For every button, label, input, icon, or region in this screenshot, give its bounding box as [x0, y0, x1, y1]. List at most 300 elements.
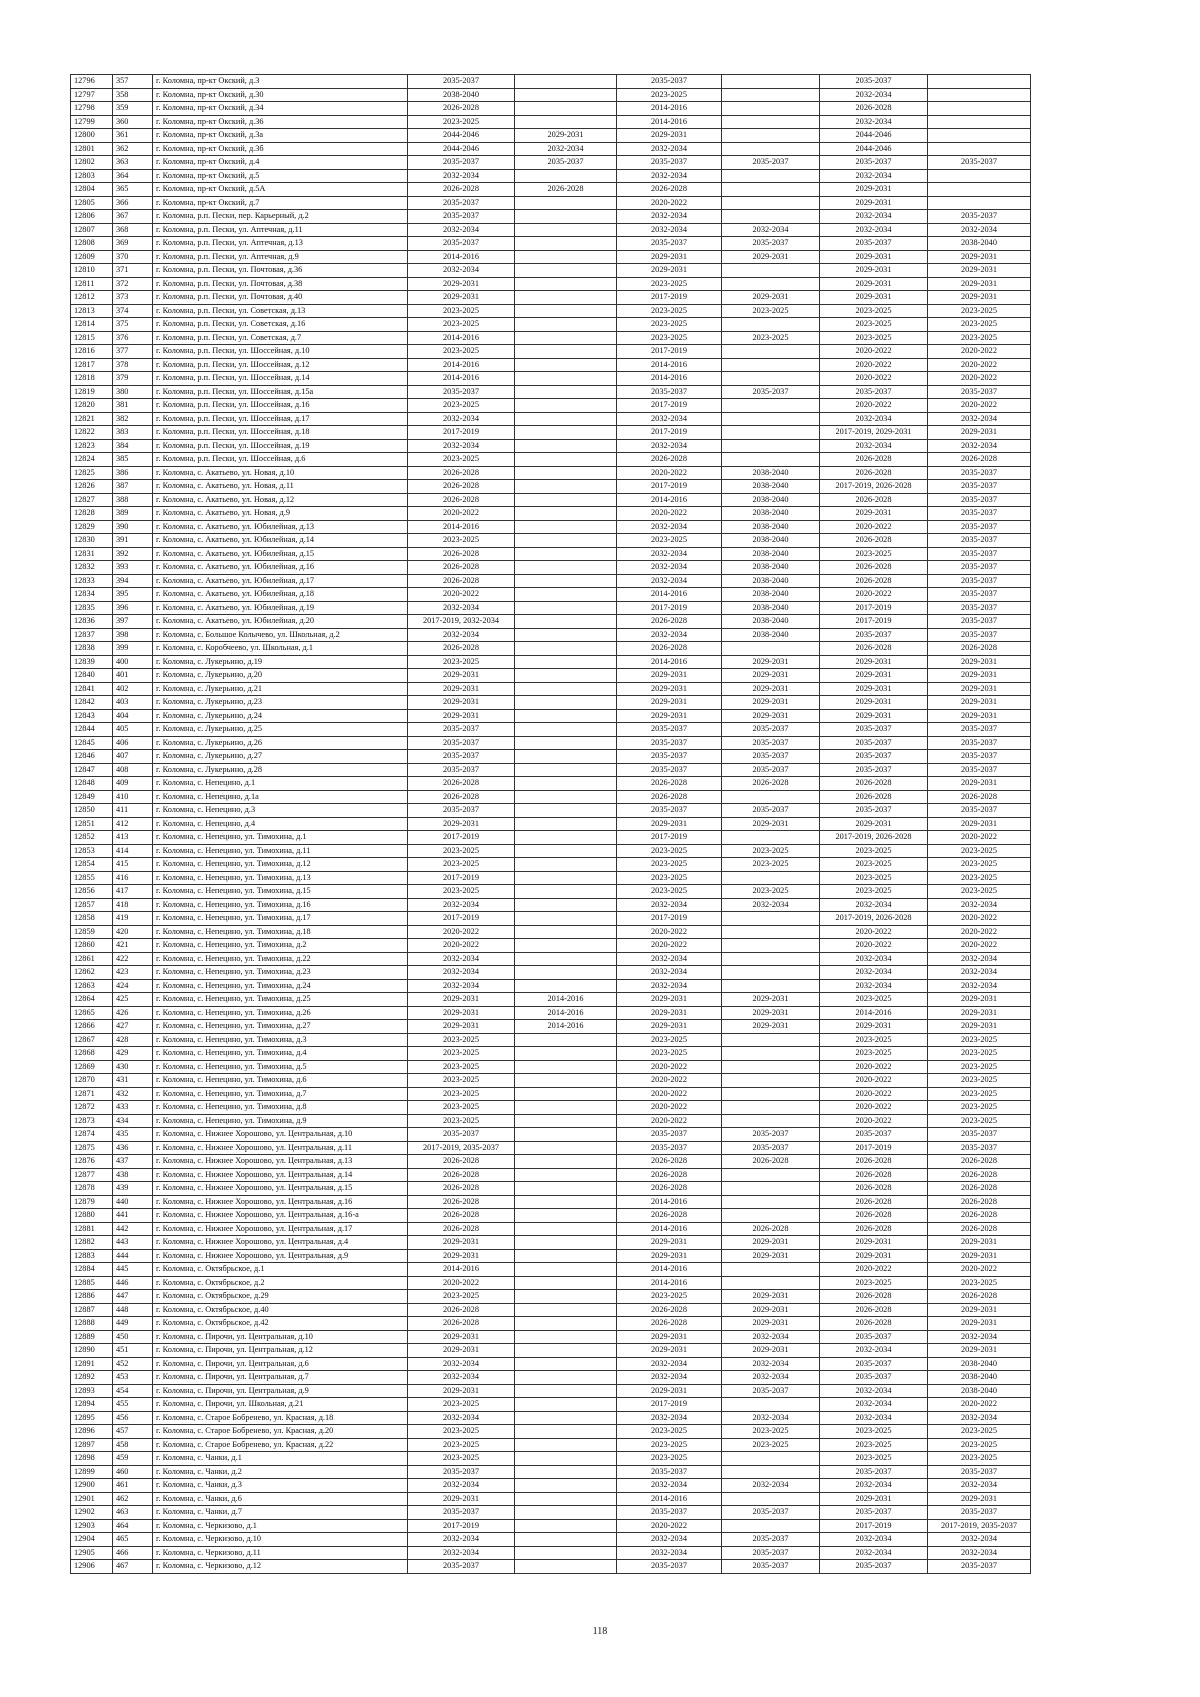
period-cell-3: 2035-2037	[617, 723, 722, 737]
period-cell-6: 2029-2031	[928, 1317, 1031, 1331]
item-number-cell: 411	[113, 804, 153, 818]
item-number-cell: 357	[113, 75, 153, 89]
period-cell-6: 2029-2031	[928, 264, 1031, 278]
period-cell-3: 2029-2031	[617, 709, 722, 723]
address-cell: г. Коломна, с. Пирочи, ул. Центральная, д.12	[153, 1344, 408, 1358]
period-cell-2	[515, 1506, 617, 1520]
row-id-cell: 12823	[71, 439, 113, 453]
period-cell-1: 2023-2025	[408, 1438, 515, 1452]
row-id-cell: 12863	[71, 979, 113, 993]
table-row	[71, 1479, 1031, 1493]
row-id-cell: 12816	[71, 345, 113, 359]
address-cell: г. Коломна, с. Непецино, д.4	[153, 817, 408, 831]
period-cell-4	[722, 277, 820, 291]
period-cell-3: 2023-2025	[617, 871, 722, 885]
table-row	[71, 1465, 1031, 1479]
period-cell-5: 2035-2037	[820, 750, 928, 764]
period-cell-1: 2026-2028	[408, 1317, 515, 1331]
period-cell-5: 2017-2019	[820, 615, 928, 629]
schedule-table	[70, 74, 1031, 1574]
period-cell-4	[722, 1047, 820, 1061]
table-row	[71, 912, 1031, 926]
row-id-cell: 12886	[71, 1290, 113, 1304]
period-cell-3: 2020-2022	[617, 507, 722, 521]
table-row	[71, 1519, 1031, 1533]
row-id-cell: 12833	[71, 574, 113, 588]
period-cell-1: 2023-2025	[408, 1425, 515, 1439]
period-cell-3: 2035-2037	[617, 763, 722, 777]
address-cell: г. Коломна, с. Акатьево, ул. Новая, д.9	[153, 507, 408, 521]
period-cell-5: 2035-2037	[820, 1357, 928, 1371]
period-cell-3: 2023-2025	[617, 277, 722, 291]
address-cell: г. Коломна, с. Нижнее Хорошово, ул. Центральная, д.16	[153, 1195, 408, 1209]
period-cell-6: 2032-2034	[928, 1546, 1031, 1560]
table-row	[71, 331, 1031, 345]
period-cell-6: 2032-2034	[928, 966, 1031, 980]
item-number-cell: 360	[113, 115, 153, 129]
period-cell-5: 2029-2031	[820, 669, 928, 683]
table-row	[71, 709, 1031, 723]
period-cell-5: 2026-2028	[820, 466, 928, 480]
period-cell-4: 2029-2031	[722, 1020, 820, 1034]
period-cell-4	[722, 939, 820, 953]
table-row	[71, 1438, 1031, 1452]
item-number-cell: 369	[113, 237, 153, 251]
item-number-cell: 422	[113, 952, 153, 966]
period-cell-3: 2026-2028	[617, 1209, 722, 1223]
period-cell-3: 2023-2025	[617, 1047, 722, 1061]
address-cell: г. Коломна, с. Чанки, д.3	[153, 1479, 408, 1493]
period-cell-4: 2029-2031	[722, 993, 820, 1007]
period-cell-4	[722, 1276, 820, 1290]
period-cell-1: 2029-2031	[408, 1006, 515, 1020]
period-cell-2	[515, 1290, 617, 1304]
period-cell-6: 2035-2037	[928, 723, 1031, 737]
period-cell-1: 2023-2025	[408, 453, 515, 467]
address-cell: г. Коломна, с. Старое Бобренево, ул. Красная, д.20	[153, 1425, 408, 1439]
address-cell: г. Коломна, с. Октябрьское, д.2	[153, 1276, 408, 1290]
period-cell-4: 2038-2040	[722, 628, 820, 642]
address-cell: г. Коломна, с. Непецино, ул. Тимохина, д.7	[153, 1087, 408, 1101]
period-cell-3: 2032-2034	[617, 169, 722, 183]
period-cell-3: 2017-2019	[617, 426, 722, 440]
period-cell-3: 2023-2025	[617, 1290, 722, 1304]
row-id-cell: 12814	[71, 318, 113, 332]
period-cell-1: 2017-2019	[408, 912, 515, 926]
table-row	[71, 1236, 1031, 1250]
row-id-cell: 12898	[71, 1452, 113, 1466]
item-number-cell: 458	[113, 1438, 153, 1452]
item-number-cell: 391	[113, 534, 153, 548]
period-cell-6	[928, 115, 1031, 129]
period-cell-4: 2032-2034	[722, 1330, 820, 1344]
table-row	[71, 412, 1031, 426]
address-cell: г. Коломна, с. Лукерьино, д.21	[153, 682, 408, 696]
row-id-cell: 12872	[71, 1101, 113, 1115]
period-cell-3: 2035-2037	[617, 75, 722, 89]
period-cell-2: 2014-2016	[515, 1006, 617, 1020]
period-cell-1: 2032-2034	[408, 952, 515, 966]
item-number-cell: 358	[113, 88, 153, 102]
period-cell-2	[515, 1101, 617, 1115]
period-cell-5: 2026-2028	[820, 642, 928, 656]
period-cell-1: 2023-2025	[408, 655, 515, 669]
address-cell: г. Коломна, с. Непецино, ул. Тимохина, д.12	[153, 858, 408, 872]
period-cell-4	[722, 129, 820, 143]
address-cell: г. Коломна, пр-кт Окский, д.3б	[153, 142, 408, 156]
address-cell: г. Коломна, р.п. Пески, ул. Шоссейная, д.6	[153, 453, 408, 467]
table-row	[71, 696, 1031, 710]
period-cell-6: 2038-2040	[928, 1384, 1031, 1398]
period-cell-5: 2029-2031	[820, 183, 928, 197]
period-cell-1: 2032-2034	[408, 628, 515, 642]
period-cell-1: 2026-2028	[408, 493, 515, 507]
row-id-cell: 12883	[71, 1249, 113, 1263]
table-row	[71, 250, 1031, 264]
period-cell-2	[515, 277, 617, 291]
period-cell-1: 2023-2025	[408, 1033, 515, 1047]
item-number-cell: 417	[113, 885, 153, 899]
period-cell-3: 2032-2034	[617, 547, 722, 561]
period-cell-6: 2035-2037	[928, 574, 1031, 588]
period-cell-4	[722, 1168, 820, 1182]
table-row	[71, 1330, 1031, 1344]
table-row	[71, 898, 1031, 912]
item-number-cell: 464	[113, 1519, 153, 1533]
row-id-cell: 12843	[71, 709, 113, 723]
period-cell-2	[515, 1492, 617, 1506]
period-cell-4: 2035-2037	[722, 385, 820, 399]
table-row	[71, 169, 1031, 183]
period-cell-1: 2026-2028	[408, 1303, 515, 1317]
table-row	[71, 1276, 1031, 1290]
period-cell-6	[928, 129, 1031, 143]
period-cell-2	[515, 358, 617, 372]
period-cell-4: 2032-2034	[722, 1411, 820, 1425]
item-number-cell: 396	[113, 601, 153, 615]
item-number-cell: 377	[113, 345, 153, 359]
period-cell-1: 2032-2034	[408, 601, 515, 615]
address-cell: г. Коломна, с. Черкизово, д.11	[153, 1546, 408, 1560]
item-number-cell: 433	[113, 1101, 153, 1115]
period-cell-1: 2035-2037	[408, 750, 515, 764]
row-id-cell: 12821	[71, 412, 113, 426]
period-cell-4	[722, 966, 820, 980]
period-cell-6: 2035-2037	[928, 385, 1031, 399]
address-cell: г. Коломна, с. Акатьево, ул. Юбилейная, д.13	[153, 520, 408, 534]
row-id-cell: 12817	[71, 358, 113, 372]
period-cell-4: 2038-2040	[722, 534, 820, 548]
period-cell-4	[722, 831, 820, 845]
item-number-cell: 392	[113, 547, 153, 561]
period-cell-1: 2032-2034	[408, 1371, 515, 1385]
period-cell-6: 2032-2034	[928, 439, 1031, 453]
period-cell-4	[722, 952, 820, 966]
period-cell-4: 2029-2031	[722, 709, 820, 723]
period-cell-2	[515, 88, 617, 102]
period-cell-3: 2017-2019	[617, 912, 722, 926]
period-cell-6: 2023-2025	[928, 1276, 1031, 1290]
period-cell-5: 2023-2025	[820, 1425, 928, 1439]
table-row	[71, 574, 1031, 588]
period-cell-5: 2017-2019, 2026-2028	[820, 480, 928, 494]
period-cell-1: 2044-2046	[408, 142, 515, 156]
period-cell-2	[515, 952, 617, 966]
address-cell: г. Коломна, с. Черкизово, д.1	[153, 1519, 408, 1533]
period-cell-2	[515, 696, 617, 710]
table-row	[71, 655, 1031, 669]
period-cell-4	[722, 1492, 820, 1506]
period-cell-6: 2029-2031	[928, 777, 1031, 791]
period-cell-6: 2020-2022	[928, 358, 1031, 372]
period-cell-4	[722, 912, 820, 926]
period-cell-1: 2032-2034	[408, 1411, 515, 1425]
address-cell: г. Коломна, с. Непецино, ул. Тимохина, д.11	[153, 844, 408, 858]
period-cell-2	[515, 1384, 617, 1398]
period-cell-2	[515, 1128, 617, 1142]
period-cell-6: 2020-2022	[928, 912, 1031, 926]
period-cell-1: 2032-2034	[408, 169, 515, 183]
period-cell-3: 2032-2034	[617, 412, 722, 426]
period-cell-6: 2020-2022	[928, 939, 1031, 953]
period-cell-5: 2032-2034	[820, 898, 928, 912]
row-id-cell: 12890	[71, 1344, 113, 1358]
period-cell-5: 2044-2046	[820, 129, 928, 143]
period-cell-3: 2014-2016	[617, 1222, 722, 1236]
period-cell-2	[515, 1114, 617, 1128]
period-cell-2	[515, 1425, 617, 1439]
period-cell-1: 2017-2019	[408, 426, 515, 440]
period-cell-1: 2017-2019, 2035-2037	[408, 1141, 515, 1155]
row-id-cell: 12838	[71, 642, 113, 656]
table-row	[71, 534, 1031, 548]
period-cell-4: 2023-2025	[722, 331, 820, 345]
period-cell-3: 2029-2031	[617, 1330, 722, 1344]
period-cell-2	[515, 237, 617, 251]
period-cell-5: 2035-2037	[820, 385, 928, 399]
period-cell-1: 2026-2028	[408, 1195, 515, 1209]
period-cell-2	[515, 1560, 617, 1574]
period-cell-3: 2026-2028	[617, 1168, 722, 1182]
item-number-cell: 455	[113, 1398, 153, 1412]
table-row	[71, 1195, 1031, 1209]
table-row	[71, 750, 1031, 764]
table-row	[71, 966, 1031, 980]
period-cell-1: 2029-2031	[408, 291, 515, 305]
period-cell-5: 2035-2037	[820, 1465, 928, 1479]
period-cell-5: 2035-2037	[820, 723, 928, 737]
address-cell: г. Коломна, с. Непецино, ул. Тимохина, д.8	[153, 1101, 408, 1115]
address-cell: г. Коломна, р.п. Пески, ул. Советская, д.13	[153, 304, 408, 318]
item-number-cell: 364	[113, 169, 153, 183]
period-cell-4	[722, 1452, 820, 1466]
item-number-cell: 397	[113, 615, 153, 629]
period-cell-1: 2035-2037	[408, 763, 515, 777]
item-number-cell: 379	[113, 372, 153, 386]
period-cell-2	[515, 210, 617, 224]
period-cell-4: 2038-2040	[722, 507, 820, 521]
row-id-cell: 12846	[71, 750, 113, 764]
address-cell: г. Коломна, с. Черкизово, д.10	[153, 1533, 408, 1547]
period-cell-2: 2014-2016	[515, 993, 617, 1007]
period-cell-5: 2026-2028	[820, 1209, 928, 1223]
period-cell-6: 2026-2028	[928, 642, 1031, 656]
period-cell-5: 2032-2034	[820, 1411, 928, 1425]
row-id-cell: 12892	[71, 1371, 113, 1385]
period-cell-4: 2032-2034	[722, 1357, 820, 1371]
period-cell-2	[515, 1330, 617, 1344]
item-number-cell: 361	[113, 129, 153, 143]
period-cell-3: 2029-2031	[617, 669, 722, 683]
period-cell-4: 2038-2040	[722, 466, 820, 480]
period-cell-1: 2035-2037	[408, 196, 515, 210]
item-number-cell: 407	[113, 750, 153, 764]
address-cell: г. Коломна, с. Октябрьское, д.40	[153, 1303, 408, 1317]
period-cell-6: 2032-2034	[928, 952, 1031, 966]
period-cell-4: 2035-2037	[722, 1560, 820, 1574]
period-cell-4: 2029-2031	[722, 250, 820, 264]
period-cell-1: 2014-2016	[408, 520, 515, 534]
period-cell-6: 2035-2037	[928, 210, 1031, 224]
address-cell: г. Коломна, с. Непецино, ул. Тимохина, д.22	[153, 952, 408, 966]
period-cell-6: 2023-2025	[928, 1033, 1031, 1047]
address-cell: г. Коломна, с. Непецино, ул. Тимохина, д.17	[153, 912, 408, 926]
period-cell-2	[515, 439, 617, 453]
item-number-cell: 381	[113, 399, 153, 413]
period-cell-5: 2032-2034	[820, 1533, 928, 1547]
item-number-cell: 461	[113, 1479, 153, 1493]
period-cell-1: 2014-2016	[408, 1263, 515, 1277]
period-cell-5: 2026-2028	[820, 1222, 928, 1236]
period-cell-2	[515, 1249, 617, 1263]
period-cell-1: 2032-2034	[408, 439, 515, 453]
address-cell: г. Коломна, с. Лукерьино, д.26	[153, 736, 408, 750]
table-row	[71, 237, 1031, 251]
row-id-cell: 12822	[71, 426, 113, 440]
period-cell-4	[722, 412, 820, 426]
item-number-cell: 460	[113, 1465, 153, 1479]
period-cell-2	[515, 1141, 617, 1155]
period-cell-3: 2014-2016	[617, 115, 722, 129]
period-cell-4	[722, 453, 820, 467]
period-cell-1: 2032-2034	[408, 1533, 515, 1547]
period-cell-4: 2023-2025	[722, 1438, 820, 1452]
period-cell-5: 2032-2034	[820, 439, 928, 453]
row-id-cell: 12820	[71, 399, 113, 413]
item-number-cell: 456	[113, 1411, 153, 1425]
period-cell-1: 2023-2025	[408, 304, 515, 318]
period-cell-6: 2026-2028	[928, 1168, 1031, 1182]
period-cell-5: 2023-2025	[820, 844, 928, 858]
row-id-cell: 12828	[71, 507, 113, 521]
address-cell: г. Коломна, р.п. Пески, ул. Шоссейная, д.10	[153, 345, 408, 359]
item-number-cell: 414	[113, 844, 153, 858]
address-cell: г. Коломна, с. Октябрьское, д.29	[153, 1290, 408, 1304]
period-cell-1: 2038-2040	[408, 88, 515, 102]
table-row	[71, 1303, 1031, 1317]
period-cell-5: 2029-2031	[820, 655, 928, 669]
item-number-cell: 442	[113, 1222, 153, 1236]
item-number-cell: 459	[113, 1452, 153, 1466]
item-number-cell: 367	[113, 210, 153, 224]
period-cell-4	[722, 345, 820, 359]
period-cell-6: 2035-2037	[928, 1560, 1031, 1574]
row-id-cell: 12835	[71, 601, 113, 615]
period-cell-3: 2014-2016	[617, 1195, 722, 1209]
address-cell: г. Коломна, с. Непецино, ул. Тимохина, д.9	[153, 1114, 408, 1128]
item-number-cell: 423	[113, 966, 153, 980]
period-cell-6: 2026-2028	[928, 453, 1031, 467]
address-cell: г. Коломна, с. Пирочи, ул. Центральная, д.10	[153, 1330, 408, 1344]
row-id-cell: 12882	[71, 1236, 113, 1250]
item-number-cell: 439	[113, 1182, 153, 1196]
table-row	[71, 1357, 1031, 1371]
table-row	[71, 156, 1031, 170]
period-cell-5: 2035-2037	[820, 237, 928, 251]
period-cell-2: 2035-2037	[515, 156, 617, 170]
period-cell-4: 2038-2040	[722, 493, 820, 507]
row-id-cell: 12855	[71, 871, 113, 885]
period-cell-6: 2032-2034	[928, 1330, 1031, 1344]
period-cell-1: 2026-2028	[408, 1155, 515, 1169]
address-cell: г. Коломна, с. Непецино, ул. Тимохина, д.27	[153, 1020, 408, 1034]
address-cell: г. Коломна, с. Непецино, ул. Тимохина, д.1	[153, 831, 408, 845]
period-cell-2	[515, 1357, 617, 1371]
address-cell: г. Коломна, пр-кт Окский, д.3а	[153, 129, 408, 143]
table-row	[71, 1101, 1031, 1115]
item-number-cell: 463	[113, 1506, 153, 1520]
item-number-cell: 384	[113, 439, 153, 453]
table-row	[71, 1033, 1031, 1047]
item-number-cell: 406	[113, 736, 153, 750]
row-id-cell: 12812	[71, 291, 113, 305]
address-cell: г. Коломна, с. Непецино, д.1	[153, 777, 408, 791]
period-cell-4	[722, 1114, 820, 1128]
period-cell-3: 2020-2022	[617, 196, 722, 210]
period-cell-6: 2026-2028	[928, 1222, 1031, 1236]
period-cell-4: 2023-2025	[722, 1425, 820, 1439]
item-number-cell: 453	[113, 1371, 153, 1385]
period-cell-2	[515, 1411, 617, 1425]
period-cell-1: 2029-2031	[408, 1384, 515, 1398]
item-number-cell: 409	[113, 777, 153, 791]
period-cell-4	[722, 1101, 820, 1115]
table-row	[71, 1398, 1031, 1412]
address-cell: г. Коломна, с. Нижнее Хорошово, ул. Центральная, д.9	[153, 1249, 408, 1263]
period-cell-5: 2026-2028	[820, 453, 928, 467]
period-cell-1: 2035-2037	[408, 75, 515, 89]
period-cell-3: 2029-2031	[617, 1236, 722, 1250]
period-cell-4	[722, 318, 820, 332]
period-cell-6: 2035-2037	[928, 750, 1031, 764]
table-row	[71, 1249, 1031, 1263]
item-number-cell: 421	[113, 939, 153, 953]
period-cell-1: 2023-2025	[408, 844, 515, 858]
period-cell-5: 2044-2046	[820, 142, 928, 156]
period-cell-4	[722, 1195, 820, 1209]
period-cell-1: 2044-2046	[408, 129, 515, 143]
period-cell-3: 2017-2019	[617, 345, 722, 359]
period-cell-3: 2023-2025	[617, 844, 722, 858]
item-number-cell: 399	[113, 642, 153, 656]
row-id-cell: 12819	[71, 385, 113, 399]
period-cell-3: 2032-2034	[617, 979, 722, 993]
period-cell-6: 2035-2037	[928, 615, 1031, 629]
row-id-cell: 12903	[71, 1519, 113, 1533]
row-id-cell: 12862	[71, 966, 113, 980]
period-cell-6: 2038-2040	[928, 1357, 1031, 1371]
period-cell-6: 2029-2031	[928, 426, 1031, 440]
